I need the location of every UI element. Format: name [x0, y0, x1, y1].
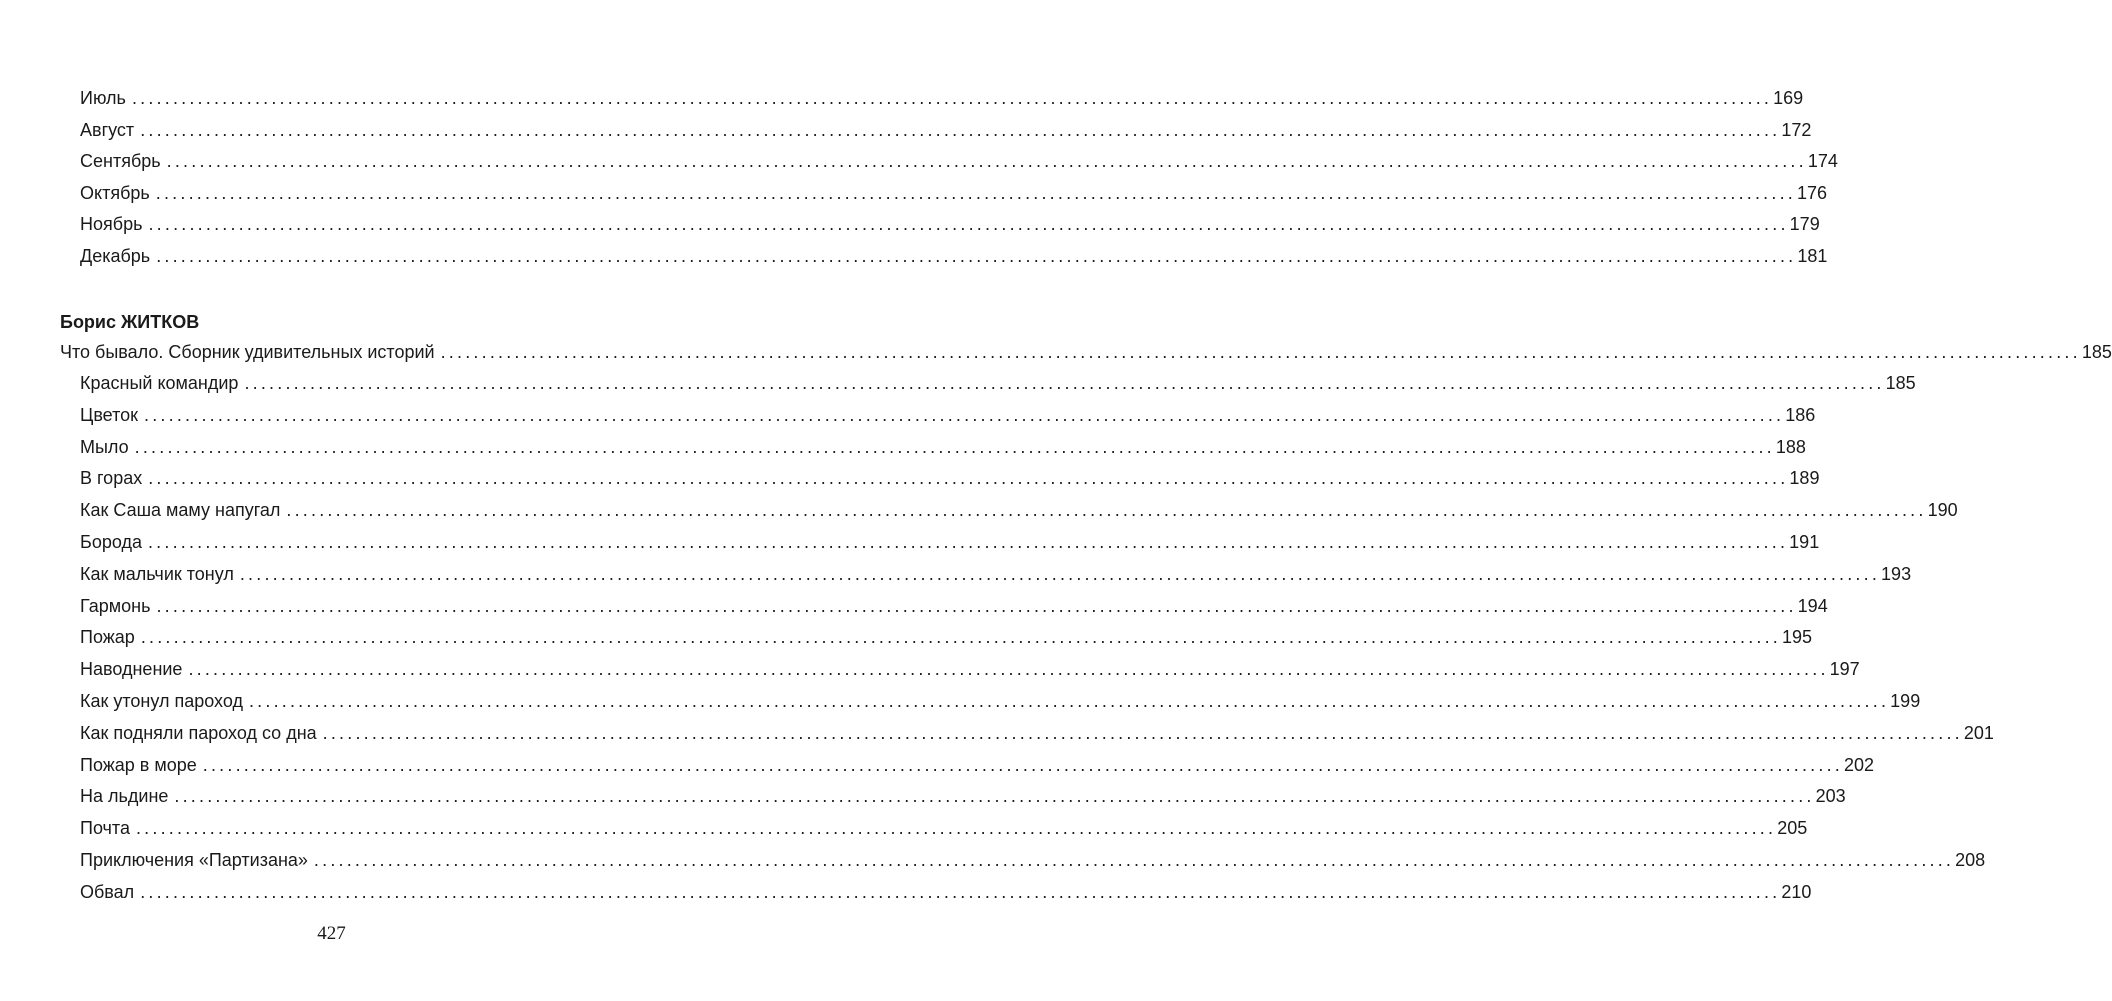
toc-entry-page: 172: [1781, 120, 1812, 140]
dot-leader: ........................................................................................................................................................................................................: [286, 500, 1927, 520]
toc-entry-page: 169: [1773, 88, 1804, 108]
toc-entry-title: Цветок: [80, 405, 139, 425]
toc-entry-title: Как подняли пароход со дна: [80, 723, 317, 743]
toc-entry-page: 205: [1777, 818, 1808, 838]
toc-entry-page: 193: [1881, 564, 1912, 584]
toc-entry: [80, 498, 1958, 522]
toc-entry: [80, 149, 1838, 173]
toc-entry-page: 194: [1797, 596, 1828, 616]
toc-entry-title: Как утонул пароход: [80, 691, 243, 711]
toc-entry-page: 210: [1781, 882, 1812, 902]
toc-entry-page: 189: [1789, 468, 1820, 488]
dot-leader: ........................................................................................................................................................................................................: [322, 723, 1963, 743]
toc-entry-page: 186: [1785, 405, 1816, 425]
toc-entry-title: Как мальчик тонул: [80, 564, 234, 584]
toc-entry: [80, 562, 1912, 586]
toc-entry-title: Что бывало. Сборник удивительных историй: [60, 342, 435, 362]
toc-entry-title: Ноябрь: [80, 214, 143, 234]
toc-entry-page: 202: [1843, 755, 1875, 775]
toc-entry-title: Как Саша маму напугал: [80, 500, 281, 520]
toc-entry-title: Декабрь: [80, 246, 151, 266]
dot-leader: ........................................................................................................................................................................................................: [148, 214, 1789, 234]
toc-entry: [80, 848, 1986, 872]
dot-leader: ........................................................................................................................................................................................................: [144, 405, 1785, 425]
toc-entry-page: 174: [1807, 151, 1838, 171]
toc-entry-page: 208: [1955, 850, 1986, 870]
toc-entry: [80, 86, 1804, 110]
dot-leader: ........................................................................................................................................................................................................: [140, 120, 1781, 140]
dot-leader: ........................................................................................................................................................................................................: [248, 691, 1890, 711]
toc-entry: [80, 244, 1828, 268]
toc-entry-title: В горах: [80, 468, 143, 488]
dot-leader: ........................................................................................................................................................................................................: [155, 183, 1796, 203]
toc-entry: [80, 657, 1860, 681]
toc-entry-title: Пожар: [80, 627, 135, 647]
toc-entry: [80, 753, 1875, 777]
toc-entry: [80, 721, 1994, 745]
toc-entry: [80, 466, 1820, 490]
dot-leader: ........................................................................................................................................................................................................: [131, 88, 1773, 108]
dot-leader: ........................................................................................................................................................................................................: [148, 468, 1789, 488]
author-heading: Борис ЖИТКОВ: [60, 312, 200, 332]
toc-entry: [80, 689, 1921, 713]
toc-entry-title: Гармонь: [80, 596, 151, 616]
dot-leader: ........................................................................................................................................................................................................: [156, 596, 1797, 616]
toc-entry: [80, 181, 1828, 205]
toc-entry-title: Мыло: [80, 437, 129, 457]
dot-leader: ........................................................................................................................................................................................................: [202, 755, 1843, 775]
toc-entry: [80, 784, 1846, 808]
dot-leader: ........................................................................................................................................................................................................: [156, 246, 1797, 266]
toc-entry: [80, 371, 1916, 395]
toc-entry: [80, 816, 1808, 840]
toc-entry-title: Октябрь: [80, 183, 150, 203]
toc-entry: [80, 530, 1820, 554]
toc-entry-page: 201: [1963, 723, 1994, 743]
toc-entry-title: Красный командир: [80, 373, 239, 393]
toc-entry-page: 199: [1890, 691, 1921, 711]
dot-leader: ........................................................................................................................................................................................................: [134, 437, 1775, 457]
toc-entry-page: 197: [1829, 659, 1860, 679]
toc-entry-title: Пожар в море: [80, 755, 197, 775]
dot-leader: ........................................................................................................................................................................................................: [440, 342, 2081, 362]
toc-entry-page: 191: [1789, 532, 1820, 552]
toc-entry: [80, 118, 1812, 142]
toc-entry-title: Обвал: [80, 882, 135, 902]
dot-leader: ........................................................................................................................................................................................................: [140, 627, 1782, 647]
toc-entry-page: 203: [1815, 786, 1846, 806]
dot-leader: ........................................................................................................................................................................................................: [140, 882, 1781, 902]
toc-entry-page: 185: [1885, 373, 1916, 393]
toc-entry-page: 176: [1796, 183, 1828, 203]
toc-entry-page: 190: [1927, 500, 1958, 520]
dot-leader: ........................................................................................................................................................................................................: [244, 373, 1885, 393]
dot-leader: ........................................................................................................................................................................................................: [166, 151, 1807, 171]
toc-collection-entry: [60, 340, 2112, 364]
page-number: 427: [317, 923, 346, 944]
toc-entry-title: Август: [80, 120, 135, 140]
toc-entry-title: Приключения «Партизана»: [80, 850, 308, 870]
dot-leader: ........................................................................................................................................................................................................: [174, 786, 1815, 806]
toc-entry-page: 179: [1789, 214, 1820, 234]
dot-leader: ........................................................................................................................................................................................................: [239, 564, 1881, 584]
dot-leader: ........................................................................................................................................................................................................: [147, 532, 1789, 552]
toc-entry-page: 181: [1797, 246, 1828, 266]
toc-entry-title: Наводнение: [80, 659, 183, 679]
toc-entry: [80, 212, 1820, 236]
toc-entry: [80, 594, 1828, 618]
toc-entry-page: 185: [2081, 342, 2112, 362]
toc-entry-page: 188: [1775, 437, 1806, 457]
toc-entry-page: 195: [1782, 627, 1813, 647]
toc-entry: [80, 435, 1806, 459]
toc-entry: [80, 403, 1816, 427]
toc-entry-title: Июль: [80, 88, 126, 108]
dot-leader: ........................................................................................................................................................................................................: [135, 818, 1777, 838]
toc-entry-title: Борода: [80, 532, 142, 552]
toc-entry-title: На льдине: [80, 786, 169, 806]
dot-leader: ........................................................................................................................................................................................................: [313, 850, 1955, 870]
toc-entry-title: Почта: [80, 818, 130, 838]
toc-entry-title: Сентябрь: [80, 151, 161, 171]
toc-entry: [80, 880, 1812, 904]
toc-entry: [80, 625, 1813, 649]
dot-leader: ........................................................................................................................................................................................................: [188, 659, 1829, 679]
